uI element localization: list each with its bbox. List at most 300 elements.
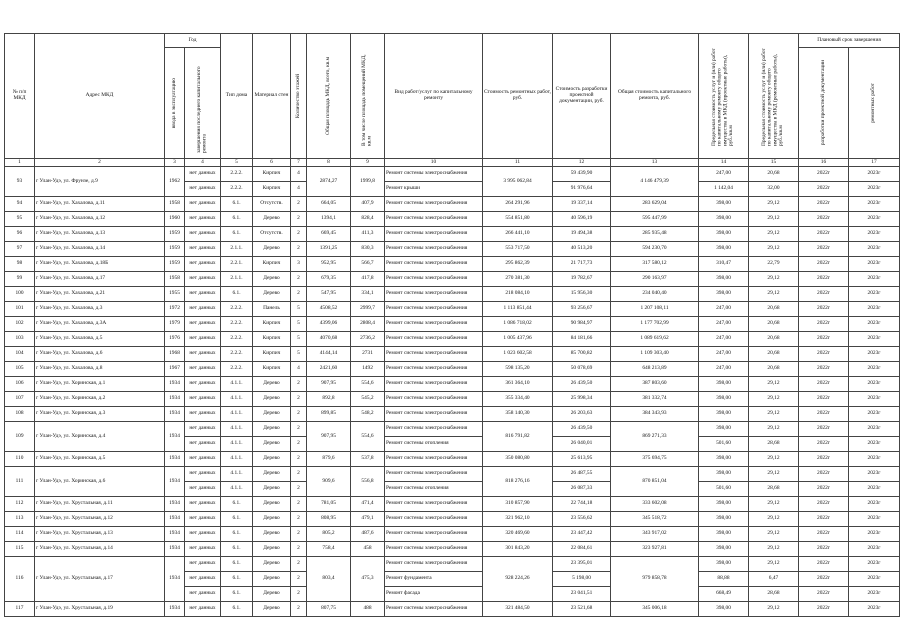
cell-floors: 2 <box>291 512 307 527</box>
cell-design-cost: 15 956,30 <box>553 287 611 302</box>
cell-work-type: Ремонт системы электроснабжения <box>385 542 483 557</box>
cell-repair-cost: 816 791,82 <box>483 422 553 452</box>
cell-year-commission: 1960 <box>165 212 185 227</box>
cell-max-cost-work: 29,12 <box>749 467 799 482</box>
cell-num: 96 <box>5 227 35 242</box>
cell-max-cost-work: 29,12 <box>749 212 799 227</box>
cell-year-repair: нет данных <box>185 332 221 347</box>
cell-plan-docs: 2022г <box>799 272 849 287</box>
cell-max-cost-docs: 247,00 <box>699 167 749 182</box>
cell-work-type: Ремонт крыши <box>385 182 483 197</box>
cell-repair-cost: 553 717,50 <box>483 242 553 257</box>
cell-repair-cost: 358 140,30 <box>483 407 553 422</box>
cell-year-repair: нет данных <box>185 287 221 302</box>
cell-house-type: 4.1.1. <box>221 422 253 437</box>
cell-wall-material: Дерево <box>253 467 291 482</box>
cell-address: г Улан-Удэ, ул. Хахалова, д.3А <box>35 317 165 332</box>
cell-address: г Улан-Удэ, ул. Фрунзе, д.9 <box>35 167 165 197</box>
header-floors: Количество этажей <box>294 73 301 119</box>
table-row <box>5 422 900 437</box>
header-total-cost: Общая стоимость капитального ремонта, руб. <box>611 34 699 159</box>
cell-total-cost: 595 447,99 <box>611 212 699 227</box>
capital-repair-table <box>4 33 900 617</box>
cell-max-cost-work: 32,00 <box>749 182 799 197</box>
cell-house-type: 4.1.1. <box>221 452 253 467</box>
cell-total-cost: 317 580,12 <box>611 257 699 272</box>
cell-max-cost-docs: 668,49 <box>699 587 749 602</box>
cell-plan-work: 2023г <box>849 332 900 347</box>
cell-max-cost-docs: 398,00 <box>699 422 749 437</box>
cell-max-cost-docs: 247,00 <box>699 317 749 332</box>
cell-address: г Улан-Удэ, ул. Хрустальная, д.13 <box>35 527 165 542</box>
cell-year-commission: 1972 <box>165 302 185 317</box>
cell-wall-material: Дерево <box>253 407 291 422</box>
table-row <box>5 212 900 227</box>
cell-repair-cost: 1 023 602,58 <box>483 347 553 362</box>
cell-year-repair: нет данных <box>185 272 221 287</box>
table-row <box>5 332 900 347</box>
cell-total-cost: 1 089 619,62 <box>611 332 699 347</box>
cell-max-cost-work: 29,12 <box>749 497 799 512</box>
cell-plan-docs: 2022г <box>799 602 849 617</box>
table-row <box>5 227 900 242</box>
cell-floors: 2 <box>291 242 307 257</box>
cell-max-cost-docs: 247,00 <box>699 332 749 347</box>
cell-plan-work: 2023г <box>849 272 900 287</box>
cell-wall-material: Дерево <box>253 272 291 287</box>
table-row <box>5 542 900 557</box>
cell-address: г Улан-Удэ, ул. Хрустальная, д.12 <box>35 512 165 527</box>
cell-floors: 2 <box>291 452 307 467</box>
cell-design-cost: 23 395,01 <box>553 557 611 572</box>
cell-plan-docs: 2022г <box>799 452 849 467</box>
cell-repair-cost: 218 084,10 <box>483 287 553 302</box>
cell-living-area: 479,1 <box>351 512 385 527</box>
cell-year-repair: нет данных <box>185 317 221 332</box>
cell-year-commission: 1976 <box>165 332 185 347</box>
cell-living-area: 407,9 <box>351 197 385 212</box>
cell-house-type: 2.1.1. <box>221 272 253 287</box>
cell-year-repair: нет данных <box>185 227 221 242</box>
cell-max-cost-docs: 398,00 <box>699 287 749 302</box>
cell-total-area: 892,8 <box>307 392 351 407</box>
cell-work-type: Ремонт системы электроснабжения <box>385 452 483 467</box>
cell-num: 103 <box>5 332 35 347</box>
cell-total-area: 4399,06 <box>307 317 351 332</box>
cell-plan-work: 2023г <box>849 197 900 212</box>
cell-floors: 2 <box>291 467 307 482</box>
cell-max-cost-docs: 398,00 <box>699 497 749 512</box>
cell-floors: 5 <box>291 302 307 317</box>
cell-max-cost-work: 20,68 <box>749 332 799 347</box>
cell-floors: 2 <box>291 227 307 242</box>
cell-total-area: 4508,52 <box>307 302 351 317</box>
cell-work-type: Ремонт системы электроснабжения <box>385 302 483 317</box>
cell-max-cost-work: 28,68 <box>749 587 799 602</box>
cell-plan-docs: 2022г <box>799 587 849 602</box>
cell-living-area: 411,3 <box>351 227 385 242</box>
cell-plan-docs: 2022г <box>799 437 849 452</box>
cell-design-cost: 91 976,64 <box>553 182 611 197</box>
cell-repair-cost: 321 484,50 <box>483 602 553 617</box>
cell-year-repair: нет данных <box>185 242 221 257</box>
cell-max-cost-docs: 398,00 <box>699 407 749 422</box>
cell-repair-cost: 355 334,40 <box>483 392 553 407</box>
cell-address: г Улан-Удэ, ул. Хрустальная, д.19 <box>35 602 165 617</box>
cell-num: 107 <box>5 392 35 407</box>
table-row <box>5 362 900 377</box>
column-number: 8 <box>307 159 351 167</box>
cell-floors: 2 <box>291 272 307 287</box>
cell-num: 106 <box>5 377 35 392</box>
cell-plan-docs: 2022г <box>799 482 849 497</box>
cell-house-type: 4.1.1. <box>221 377 253 392</box>
cell-year-commission: 1967 <box>165 362 185 377</box>
cell-num: 97 <box>5 242 35 257</box>
cell-work-type: Ремонт системы электроснабжения <box>385 422 483 437</box>
cell-house-type: 6.1. <box>221 572 253 587</box>
cell-plan-docs: 2022г <box>799 377 849 392</box>
cell-max-cost-work: 20,68 <box>749 362 799 377</box>
cell-address: г Улан-Удэ, ул. Хахалова, д.11 <box>35 197 165 212</box>
cell-total-cost: 375 694,75 <box>611 452 699 467</box>
cell-floors: 2 <box>291 392 307 407</box>
cell-repair-cost: 818 276,16 <box>483 467 553 497</box>
cell-year-commission: 1934 <box>165 407 185 422</box>
column-number: 16 <box>799 159 849 167</box>
column-number: 1 <box>5 159 35 167</box>
cell-max-cost-work: 29,12 <box>749 542 799 557</box>
cell-year-repair: нет данных <box>185 572 221 587</box>
cell-plan-docs: 2022г <box>799 362 849 377</box>
cell-house-type: 2.2.2. <box>221 362 253 377</box>
cell-address: г Улан-Удэ, ул. Хахалова, д.5 <box>35 332 165 347</box>
cell-wall-material: Дерево <box>253 497 291 512</box>
cell-max-cost-docs: 247,00 <box>699 302 749 317</box>
cell-total-area: 952,95 <box>307 257 351 272</box>
header-year-repair: завершения последнего капитального ремонта <box>195 66 208 153</box>
cell-plan-docs: 2022г <box>799 422 849 437</box>
cell-house-type: 4.1.1. <box>221 407 253 422</box>
header-repair-cost: Стоимость ремонтных работ, руб. <box>483 34 553 159</box>
cell-floors: 3 <box>291 257 307 272</box>
cell-max-cost-docs: 1 142,04 <box>699 182 749 197</box>
cell-house-type: 2.2.2. <box>221 347 253 362</box>
cell-plan-docs: 2022г <box>799 512 849 527</box>
cell-max-cost-work: 29,12 <box>749 422 799 437</box>
column-number: 4 <box>185 159 221 167</box>
cell-house-type: 2.2.2. <box>221 167 253 182</box>
cell-floors: 2 <box>291 572 307 587</box>
cell-max-cost-docs: 398,00 <box>699 212 749 227</box>
cell-plan-docs: 2022г <box>799 227 849 242</box>
cell-year-commission: 1934 <box>165 542 185 557</box>
cell-wall-material: Дерево <box>253 557 291 572</box>
cell-total-area: 879,6 <box>307 452 351 467</box>
cell-design-cost: 85 700,82 <box>553 347 611 362</box>
cell-living-area: 828,4 <box>351 212 385 227</box>
cell-plan-docs: 2022г <box>799 302 849 317</box>
cell-year-repair: нет данных <box>185 587 221 602</box>
cell-design-cost: 22 084,61 <box>553 542 611 557</box>
cell-plan-docs: 2022г <box>799 557 849 572</box>
cell-plan-work: 2023г <box>849 512 900 527</box>
cell-address: г Улан-Удэ, ул. Хахалова, д.6 <box>35 347 165 362</box>
cell-max-cost-work: 29,12 <box>749 377 799 392</box>
cell-year-repair: нет данных <box>185 527 221 542</box>
cell-num: 95 <box>5 212 35 227</box>
header-num: № п/п МКД <box>5 34 35 159</box>
cell-wall-material: Дерево <box>253 512 291 527</box>
cell-wall-material: Панель <box>253 302 291 317</box>
cell-wall-material: Дерево <box>253 437 291 452</box>
header-house-type: Тип дома <box>221 34 253 159</box>
table-row <box>5 497 900 512</box>
column-number: 5 <box>221 159 253 167</box>
cell-year-commission: 1959 <box>165 242 185 257</box>
header-plan-group: Плановый срок завершения <box>799 34 900 48</box>
cell-work-type: Ремонт системы электроснабжения <box>385 602 483 617</box>
cell-wall-material: Дерево <box>253 542 291 557</box>
column-number: 10 <box>385 159 483 167</box>
cell-plan-docs: 2022г <box>799 242 849 257</box>
cell-living-area: 458 <box>351 542 385 557</box>
column-number: 13 <box>611 159 699 167</box>
column-number: 12 <box>553 159 611 167</box>
cell-total-cost: 345 006,18 <box>611 602 699 617</box>
cell-living-area: 554,6 <box>351 377 385 392</box>
cell-max-cost-work: 6,47 <box>749 572 799 587</box>
cell-design-cost: 50 078,69 <box>553 362 611 377</box>
column-number: 15 <box>749 159 799 167</box>
cell-total-cost: 1 177 702,99 <box>611 317 699 332</box>
cell-floors: 4 <box>291 362 307 377</box>
cell-design-cost: 26 203,63 <box>553 407 611 422</box>
table-row <box>5 467 900 482</box>
cell-total-area: 781,05 <box>307 497 351 512</box>
cell-total-area: 803,4 <box>307 557 351 602</box>
cell-house-type: 6.1. <box>221 602 253 617</box>
header-work-type: Вид работ/услуг по капитальному ремонту <box>385 34 483 159</box>
cell-living-area: 537,8 <box>351 452 385 467</box>
table-row <box>5 557 900 572</box>
cell-total-area: 2874,27 <box>307 167 351 197</box>
cell-house-type: 4.1.1. <box>221 392 253 407</box>
cell-house-type: 2.1.1. <box>221 242 253 257</box>
cell-plan-docs: 2022г <box>799 392 849 407</box>
cell-wall-material: Дерево <box>253 527 291 542</box>
cell-plan-docs: 2022г <box>799 497 849 512</box>
cell-max-cost-docs: 398,00 <box>699 272 749 287</box>
cell-address: г Улан-Удэ, ул. Хоринская, д.6 <box>35 467 165 497</box>
cell-design-cost: 26 487,55 <box>553 467 611 482</box>
cell-num: 94 <box>5 197 35 212</box>
column-number: 2 <box>35 159 165 167</box>
cell-year-repair: нет данных <box>185 422 221 437</box>
cell-address: г Улан-Удэ, ул. Хоринская, д.2 <box>35 392 165 407</box>
cell-design-cost: 19 337,14 <box>553 197 611 212</box>
cell-num: 117 <box>5 602 35 617</box>
cell-total-area: 805,2 <box>307 527 351 542</box>
cell-max-cost-work: 29,12 <box>749 512 799 527</box>
cell-work-type: Ремонт системы электроснабжения <box>385 392 483 407</box>
cell-wall-material: Дерево <box>253 587 291 602</box>
cell-plan-work: 2023г <box>849 257 900 272</box>
cell-plan-docs: 2022г <box>799 527 849 542</box>
table-row <box>5 197 900 212</box>
cell-plan-docs: 2022г <box>799 542 849 557</box>
cell-plan-docs: 2022г <box>799 287 849 302</box>
cell-year-commission: 1958 <box>165 272 185 287</box>
cell-plan-work: 2023г <box>849 482 900 497</box>
cell-plan-docs: 2022г <box>799 317 849 332</box>
cell-total-cost: 283 629,04 <box>611 197 699 212</box>
table-row <box>5 257 900 272</box>
cell-max-cost-work: 29,12 <box>749 527 799 542</box>
cell-year-repair: нет данных <box>185 407 221 422</box>
cell-total-cost: 234 040,40 <box>611 287 699 302</box>
cell-max-cost-work: 20,68 <box>749 302 799 317</box>
cell-living-area: 471,4 <box>351 497 385 512</box>
cell-total-cost: 1 109 303,40 <box>611 347 699 362</box>
cell-max-cost-work: 29,12 <box>749 452 799 467</box>
cell-total-cost: 979 858,78 <box>611 557 699 602</box>
cell-address: г Улан-Удэ, ул. Хахалова, д.14 <box>35 242 165 257</box>
cell-year-commission: 1934 <box>165 452 185 467</box>
cell-repair-cost: 350 080,80 <box>483 452 553 467</box>
cell-house-type: 2.2.2. <box>221 332 253 347</box>
cell-max-cost-docs: 398,00 <box>699 467 749 482</box>
cell-house-type: 6.1. <box>221 527 253 542</box>
cell-num: 101 <box>5 302 35 317</box>
cell-max-cost-docs: 398,00 <box>699 197 749 212</box>
cell-floors: 2 <box>291 542 307 557</box>
cell-living-area: 417,8 <box>351 272 385 287</box>
cell-design-cost: 90 984,97 <box>553 317 611 332</box>
cell-work-type: Ремонт фундамента <box>385 572 483 587</box>
cell-plan-work: 2023г <box>849 572 900 587</box>
cell-design-cost: 40 596,19 <box>553 212 611 227</box>
table-row <box>5 302 900 317</box>
header-max-cost-work: Предельная стоимость услуг и (или) работ по капитальному ремонту общего имущества в МКД (ремонтные работы), руб./кв.м <box>761 48 785 146</box>
cell-work-type: Ремонт системы электроснабжения <box>385 257 483 272</box>
cell-living-area: 566,7 <box>351 257 385 272</box>
cell-total-cost: 870 851,04 <box>611 467 699 497</box>
cell-num: 115 <box>5 542 35 557</box>
cell-living-area: 488 <box>351 602 385 617</box>
cell-year-commission: 1979 <box>165 317 185 332</box>
cell-num: 109 <box>5 422 35 452</box>
cell-work-type: Ремонт системы электроснабжения <box>385 377 483 392</box>
cell-year-repair: нет данных <box>185 167 221 182</box>
cell-max-cost-work: 29,12 <box>749 242 799 257</box>
cell-house-type: 6.1. <box>221 512 253 527</box>
cell-year-repair: нет данных <box>185 362 221 377</box>
cell-total-area: 808,95 <box>307 512 351 527</box>
cell-num: 116 <box>5 557 35 602</box>
cell-year-commission: 1934 <box>165 377 185 392</box>
cell-total-cost: 387 803,60 <box>611 377 699 392</box>
cell-max-cost-work: 29,12 <box>749 602 799 617</box>
cell-plan-work: 2023г <box>849 287 900 302</box>
cell-wall-material: Отсутств. <box>253 227 291 242</box>
cell-floors: 2 <box>291 437 307 452</box>
cell-total-cost: 345 518,72 <box>611 512 699 527</box>
register-document <box>4 33 900 617</box>
cell-num: 98 <box>5 257 35 272</box>
cell-year-repair: нет данных <box>185 377 221 392</box>
cell-address: г Улан-Удэ, ул. Хахалова, д.18Б <box>35 257 165 272</box>
cell-repair-cost: 598 135,20 <box>483 362 553 377</box>
cell-total-cost: 323 927,81 <box>611 542 699 557</box>
cell-max-cost-docs: 310,47 <box>699 257 749 272</box>
cell-plan-work: 2023г <box>849 347 900 362</box>
cell-floors: 5 <box>291 347 307 362</box>
cell-num: 113 <box>5 512 35 527</box>
cell-year-repair: нет данных <box>185 542 221 557</box>
cell-year-commission: 1934 <box>165 557 185 602</box>
cell-year-commission: 1934 <box>165 527 185 542</box>
cell-address: г Улан-Удэ, ул. Хоринская, д.5 <box>35 452 165 467</box>
cell-work-type: Ремонт системы электроснабжения <box>385 527 483 542</box>
cell-plan-docs: 2022г <box>799 212 849 227</box>
cell-plan-work: 2023г <box>849 227 900 242</box>
header-design-cost: Стоимость разработки проектной документации, руб. <box>553 34 611 159</box>
cell-house-type: 6.1. <box>221 212 253 227</box>
cell-house-type: 4.1.1. <box>221 467 253 482</box>
cell-wall-material: Кирпич <box>253 317 291 332</box>
cell-living-area: 2808,4 <box>351 317 385 332</box>
cell-repair-cost: 270 381,30 <box>483 272 553 287</box>
cell-total-cost: 869 271,33 <box>611 422 699 452</box>
cell-max-cost-docs: 398,00 <box>699 602 749 617</box>
cell-plan-docs: 2022г <box>799 197 849 212</box>
cell-floors: 2 <box>291 587 307 602</box>
cell-floors: 4 <box>291 182 307 197</box>
cell-year-commission: 1959 <box>165 257 185 272</box>
cell-address: г Улан-Удэ, ул. Хрустальная, д.11 <box>35 497 165 512</box>
cell-living-area: 2999,7 <box>351 302 385 317</box>
cell-total-cost: 343 917,02 <box>611 527 699 542</box>
cell-plan-work: 2023г <box>849 362 900 377</box>
cell-address: г Улан-Удэ, ул. Хоринская, д.3 <box>35 407 165 422</box>
cell-plan-work: 2023г <box>849 437 900 452</box>
cell-work-type: Ремонт системы электроснабжения <box>385 362 483 377</box>
header-plan-work: ремонтных работ <box>870 83 877 123</box>
cell-plan-work: 2023г <box>849 377 900 392</box>
cell-house-type: 6.1. <box>221 197 253 212</box>
cell-num: 102 <box>5 317 35 332</box>
cell-living-area: 556,8 <box>351 467 385 497</box>
cell-total-area: 909,6 <box>307 467 351 497</box>
column-number: 14 <box>699 159 749 167</box>
cell-work-type: Ремонт системы электроснабжения <box>385 272 483 287</box>
cell-floors: 2 <box>291 602 307 617</box>
table-row <box>5 527 900 542</box>
cell-max-cost-work: 20,68 <box>749 347 799 362</box>
cell-design-cost: 25 998,34 <box>553 392 611 407</box>
cell-total-area: 899,85 <box>307 407 351 422</box>
cell-address: г Улан-Удэ, ул. Хахалова, д.12 <box>35 212 165 227</box>
cell-year-repair: нет данных <box>185 302 221 317</box>
cell-house-type: 6.1. <box>221 557 253 572</box>
cell-max-cost-docs: 398,00 <box>699 452 749 467</box>
cell-design-cost: 19 782,67 <box>553 272 611 287</box>
cell-wall-material: Дерево <box>253 422 291 437</box>
cell-address: г Улан-Удэ, ул. Хахалова, д.17 <box>35 272 165 287</box>
cell-wall-material: Дерево <box>253 212 291 227</box>
cell-repair-cost: 3 995 062,84 <box>483 167 553 197</box>
